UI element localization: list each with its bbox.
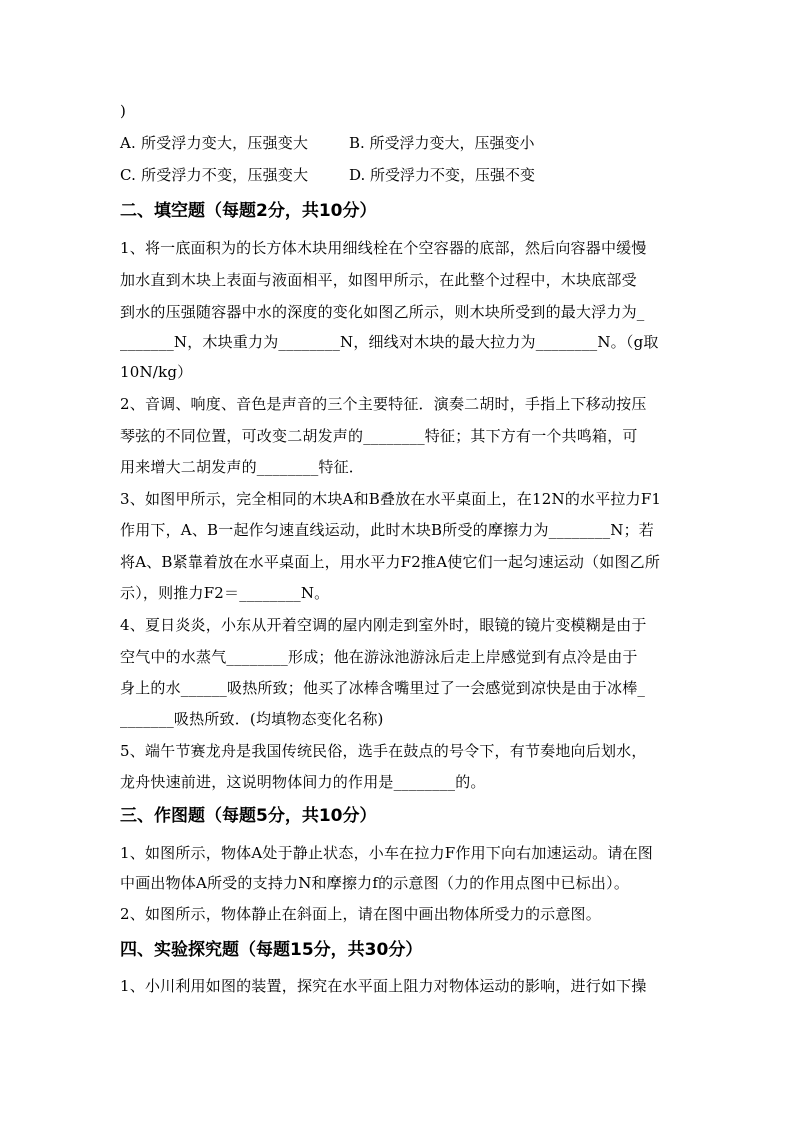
question-line: 1、小川利用如图的装置，探究在水平面上阻力对物体运动的影响，进行如下操 xyxy=(120,977,647,995)
question-line: 琴弦的不同位置，可改变二胡发声的________特征；其下方有一个共鸣箱，可 xyxy=(120,427,638,445)
option-c: C. 所受浮力不变，压强变大 xyxy=(120,166,309,184)
question-line: 4、夏日炎炎，小东从开着空调的屋内刚走到室外时，眼镜的镜片变模糊是由于 xyxy=(120,616,647,634)
option-d: D. 所受浮力不变，压强不变 xyxy=(349,166,536,184)
question-line: 3、如图甲所示，完全相同的木块A和B叠放在水平桌面上，在12N的水平拉力F1 xyxy=(120,490,662,508)
question-line: 示），则推力F2＝________N。 xyxy=(120,584,330,602)
question-line: 身上的水______吸热所致；他买了冰棒含嘴里过了一会感觉到凉快是由于冰棒_ xyxy=(120,679,646,697)
question-line: 2、音调、响度、音色是声音的三个主要特征．演奏二胡时，手指上下移动按压 xyxy=(120,395,647,413)
question-line: 加水直到木块上表面与液面相平，如图甲所示，在此整个过程中，木块底部受 xyxy=(120,271,637,289)
question-line: 2、如图所示，物体静止在斜面上，请在图中画出物体所受力的示意图。 xyxy=(120,905,601,923)
question-line: 到水的压强随容器中水的深度的变化如图乙所示，则木块所受到的最大浮力为_ xyxy=(120,303,645,321)
question-line: 中画出物体A所受的支持力N和摩擦力f的示意图（力的作用点图中已标出）。 xyxy=(120,874,630,892)
option-a: A. 所受浮力变大，压强变大 xyxy=(120,134,309,152)
question-fragment: ) xyxy=(120,102,127,120)
question-line: _______吸热所致．(均填物态变化名称) xyxy=(120,710,384,728)
section-heading-experiment: 四、实验探究题（每题15分，共30分） xyxy=(120,940,423,960)
question-line: 龙舟快速前进，这说明物体间力的作用是________的。 xyxy=(120,773,486,791)
question-line: _______N，木块重力为________N，细线对木块的最大拉力为________N。（g取 xyxy=(120,333,659,351)
option-b: B. 所受浮力变大，压强变小 xyxy=(349,134,535,152)
question-line: 1、如图所示，物体A处于静止状态，小车在拉力F作用下向右加速运动。请在图 xyxy=(120,844,653,862)
question-line: 用来增大二胡发声的________特征． xyxy=(120,458,365,476)
section-heading-fill-in: 二、填空题（每题2分，共10分） xyxy=(120,201,377,221)
section-heading-drawing: 三、作图题（每题5分，共10分） xyxy=(120,806,377,826)
question-line: 将A、B紧靠着放在水平桌面上，用水平力F2推A使它们一起匀速运动（如图乙所 xyxy=(120,553,661,571)
question-line: 作用下，A、B一起作匀速直线运动，此时木块B所受的摩擦力为________N；若 xyxy=(120,521,655,539)
question-line: 1、将一底面积为的长方体木块用细线栓在个空容器的底部，然后向容器中缓慢 xyxy=(120,239,647,257)
question-line: 空气中的水蒸气________形成；他在游泳池游泳后走上岸感觉到有点冷是由于 xyxy=(120,648,638,666)
question-line: 5、端午节赛龙舟是我国传统民俗，选手在鼓点的号令下，有节奏地向后划水， xyxy=(120,742,647,760)
question-line: 10N/kg） xyxy=(120,363,193,381)
